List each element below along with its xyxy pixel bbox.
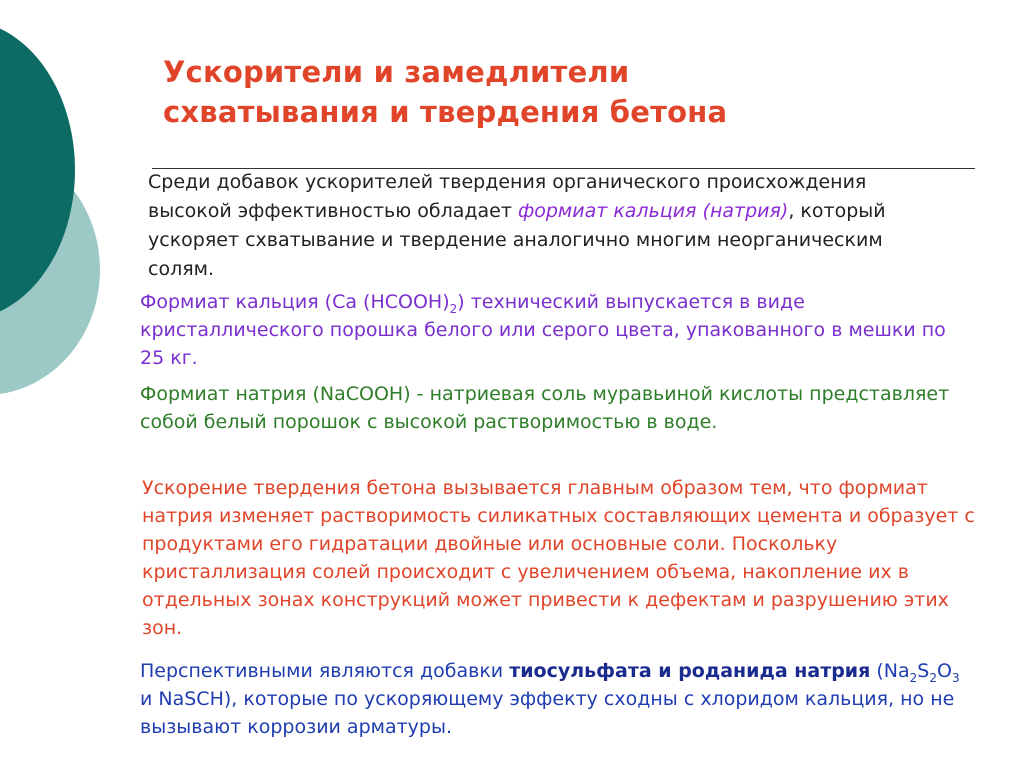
p2-subscript: 2 (449, 301, 458, 316)
paragraph-hardening-mechanism: Ускорение твердения бетона вызывается главным образом тем, что формиат натрия изменяет растворимость силикатных составляющих цемента и образует с продуктами его гидратации двойные или основные соли. Поскольку кристаллизация солей происходит с увеличением объема, накопление их в отдельных зонах конструкций может привести к дефектам и разрушению этих зон. (142, 477, 975, 639)
p5-text-d: O (936, 660, 952, 682)
p2-text-a: Формиат кальция (Ca (HCOOH) (140, 291, 450, 313)
p5-sub-2: 2 (929, 670, 937, 685)
title-line-2: схватывания и твердения бетона (163, 95, 728, 129)
p5-bold: тиосульфата и роданида натрия (509, 660, 871, 682)
p5-sub-3: 3 (951, 670, 960, 685)
p5-text-e: и NaSCH), которые по ускоряющему эффекту сходны с хлоридом кальция, но не вызывают коррозии арматуры. (140, 688, 955, 738)
paragraph-calcium-formate (140, 288, 970, 372)
title-line-1: Ускорители и замедлители (163, 55, 630, 89)
p5-sub-1: 2 (909, 670, 918, 685)
slide-title (163, 52, 727, 132)
p5-text-a: Перспективными являются добавки (140, 660, 510, 682)
paragraph-perspective-additives (140, 657, 960, 741)
paragraph-organic-accelerators (148, 168, 938, 284)
p2-text-b: ) технический выпускается в виде кристаллического порошка белого или серого цвета, упакованного в мешки по 25 кг. (140, 291, 946, 369)
p5-text-b: (Na (870, 660, 910, 682)
p1-text-b: , который ускоряет схватывание и твердение аналогично многим неорганическим солям. (148, 200, 886, 280)
p1-highlight: формиат кальция (натрия) (517, 200, 789, 222)
p1-text-a: Среди добавок ускорителей твердения органического происхождения высокой эффективностью обладает (148, 171, 867, 222)
p5-text-c: S (917, 660, 930, 682)
paragraph-sodium-formate: Формиат натрия (NaCOOH) - натриевая соль муравьиной кислоты представляет собой белый порошок с высокой растворимостью в воде. (140, 383, 950, 433)
